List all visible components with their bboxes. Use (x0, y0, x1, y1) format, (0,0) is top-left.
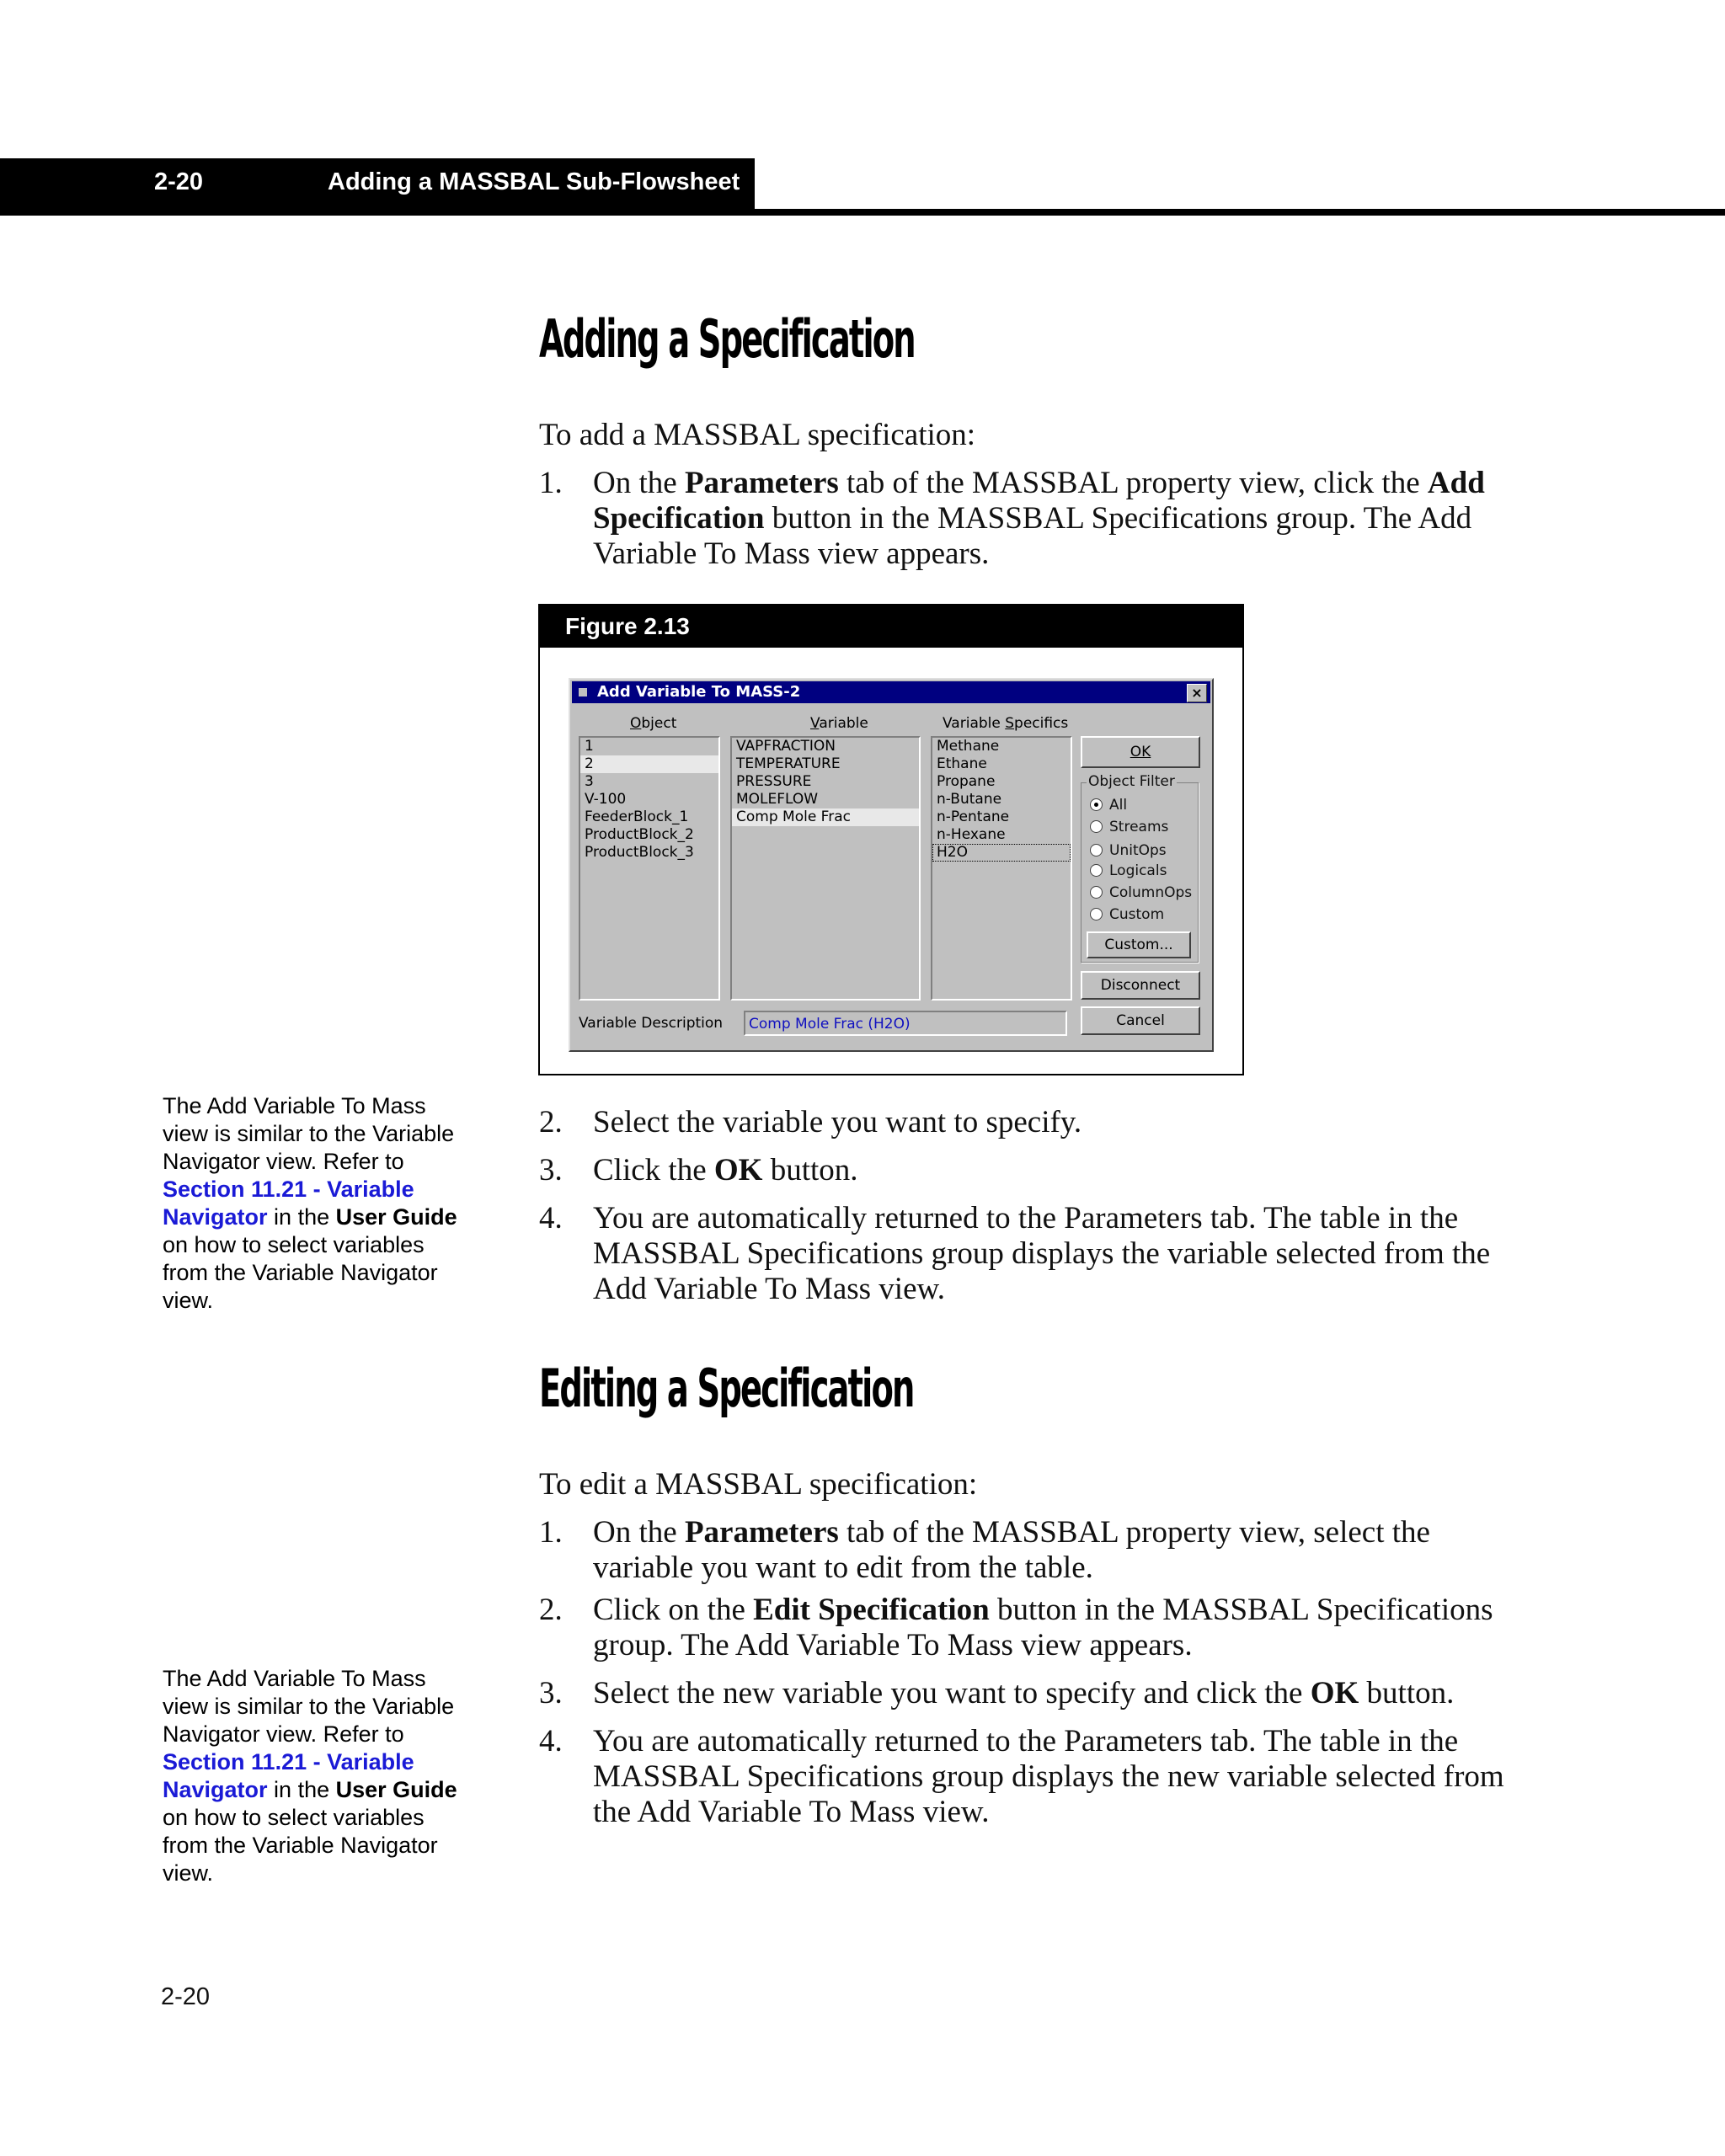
object-list[interactable] (579, 736, 720, 1001)
step-text: Click the OK button. (593, 1153, 858, 1187)
step-text: You are automatically returned to the Parameters tab. The table in the MASSBAL Specifications group displays the variable selected from the Add Variable To Mass view. (593, 1201, 1491, 1306)
list-item[interactable]: MOLEFLOW (736, 791, 819, 808)
step-text: On the Parameters tab of the MASSBAL property view, click the Add Specification button in the MASSBAL Specifications group. The Add Variable To Mass view appears. (593, 466, 1485, 571)
filter-radio-streams[interactable]: Streams (1090, 819, 1168, 835)
list-item-selected[interactable]: H2O (932, 844, 1071, 862)
variable-description-field[interactable]: Comp Mole Frac (H2O) (744, 1011, 1067, 1036)
section-heading-editing: Editing a Specification (539, 1358, 914, 1419)
system-menu-icon[interactable] (579, 688, 587, 696)
step-number: 3. (539, 1676, 563, 1710)
radio-icon (1090, 844, 1103, 857)
step-text: You are automatically returned to the Parameters tab. The table in the MASSBAL Specifications group displays the new variable selected from the Add Variable To Mass view. (593, 1724, 1504, 1829)
list-item[interactable]: Methane (937, 738, 1000, 755)
filter-radio-custom[interactable]: Custom (1090, 906, 1164, 923)
list-item[interactable]: TEMPERATURE (736, 755, 841, 772)
list-item[interactable]: PRESSURE (736, 773, 812, 790)
list-item[interactable]: FeederBlock_1 (585, 808, 689, 825)
step-number: 3. (539, 1153, 563, 1187)
radio-icon (1090, 820, 1103, 833)
section-link[interactable]: Section 11.21 - Variable Navigator (163, 1749, 414, 1802)
figure-caption: Figure 2.13 (565, 613, 690, 639)
section1-intro: To add a MASSBAL specification: (539, 418, 976, 452)
variable-specifics-label: Variable Specifics (943, 715, 1069, 732)
step-number: 4. (539, 1724, 563, 1758)
sidenote: The Add Variable To Mass view is similar to the Variable Navigator view. Refer to Section 11.21 - Variable Navigator in the User Guide on how to select variables from the Variable Navigator view. (163, 1666, 457, 1886)
list-item[interactable]: n-Butane (937, 791, 1002, 808)
list-item[interactable]: V-100 (585, 791, 627, 808)
step-number: 2. (539, 1593, 563, 1627)
step-text: Select the variable you want to specify. (593, 1105, 1082, 1139)
disconnect-button[interactable]: Disconnect (1081, 971, 1200, 1000)
step-number: 2. (539, 1105, 563, 1139)
filter-radio-unitops[interactable]: UnitOps (1090, 842, 1167, 859)
header-rule (0, 209, 1725, 216)
section-link[interactable]: Section 11.21 - Variable Navigator (163, 1177, 414, 1230)
object-filter-label: Object Filter (1088, 773, 1175, 790)
step-number: 1. (539, 466, 563, 500)
list-item[interactable]: n-Pentane (937, 808, 1010, 825)
variable-list-label: Variable (810, 715, 868, 732)
sidenote: The Add Variable To Mass view is similar to the Variable Navigator view. Refer to Section 11.21 - Variable Navigator in the User Guide on how to select variables from the Variable Navigator view. (163, 1093, 457, 1313)
list-item[interactable]: n-Hexane (937, 826, 1006, 843)
ok-button[interactable]: OK (1081, 736, 1200, 768)
section2-intro: To edit a MASSBAL specification: (539, 1467, 978, 1502)
radio-icon (1090, 908, 1103, 921)
variable-specifics-list[interactable] (931, 736, 1072, 1001)
radio-icon (1090, 864, 1103, 877)
list-item[interactable]: Propane (937, 773, 996, 790)
filter-radio-logicals[interactable]: Logicals (1090, 862, 1167, 879)
variable-description-label: Variable Description (579, 1015, 724, 1032)
radio-checked-icon (1090, 798, 1103, 811)
list-item-selected[interactable]: 2 (580, 755, 718, 773)
variable-list[interactable] (730, 736, 921, 1001)
step-number: 1. (539, 1515, 563, 1550)
step-text: Select the new variable you want to specify and click the OK button. (593, 1676, 1455, 1710)
list-item[interactable]: Ethane (937, 755, 987, 772)
dialog-title-bar[interactable] (572, 681, 1210, 703)
radio-icon (1090, 886, 1103, 899)
cancel-button[interactable]: Cancel (1081, 1006, 1200, 1035)
header-page-number: 2-20 (154, 168, 204, 195)
footer-page-number: 2-20 (161, 1983, 211, 2010)
header-chapter-title: Adding a MASSBAL Sub-Flowsheet (328, 168, 740, 195)
filter-radio-all[interactable]: All (1090, 797, 1127, 814)
list-item[interactable]: VAPFRACTION (736, 738, 836, 755)
list-item[interactable]: ProductBlock_3 (585, 844, 694, 861)
section-heading-adding: Adding a Specification (539, 308, 915, 370)
step-number: 4. (539, 1201, 563, 1235)
custom-button[interactable]: Custom... (1087, 931, 1191, 958)
close-icon[interactable]: × (1187, 684, 1207, 702)
list-item[interactable]: 1 (585, 738, 594, 755)
object-filter-group (1081, 773, 1199, 963)
list-item[interactable]: 3 (585, 773, 594, 790)
list-item-selected[interactable]: Comp Mole Frac (732, 808, 919, 826)
add-variable-dialog (569, 678, 1214, 1052)
step-text: Click on the Edit Specification button in the MASSBAL Specifications group. The Add Variable To Mass view appears. (593, 1593, 1493, 1662)
object-list-label: Object (630, 715, 677, 732)
list-item[interactable]: ProductBlock_2 (585, 826, 694, 843)
step-text: On the Parameters tab of the MASSBAL property view, select the variable you want to edit from the table. (593, 1515, 1430, 1585)
figure-caption-bar (540, 606, 1242, 648)
filter-radio-columnops[interactable]: ColumnOps (1090, 884, 1192, 901)
dialog-title: Add Variable To MASS-2 (597, 683, 801, 701)
